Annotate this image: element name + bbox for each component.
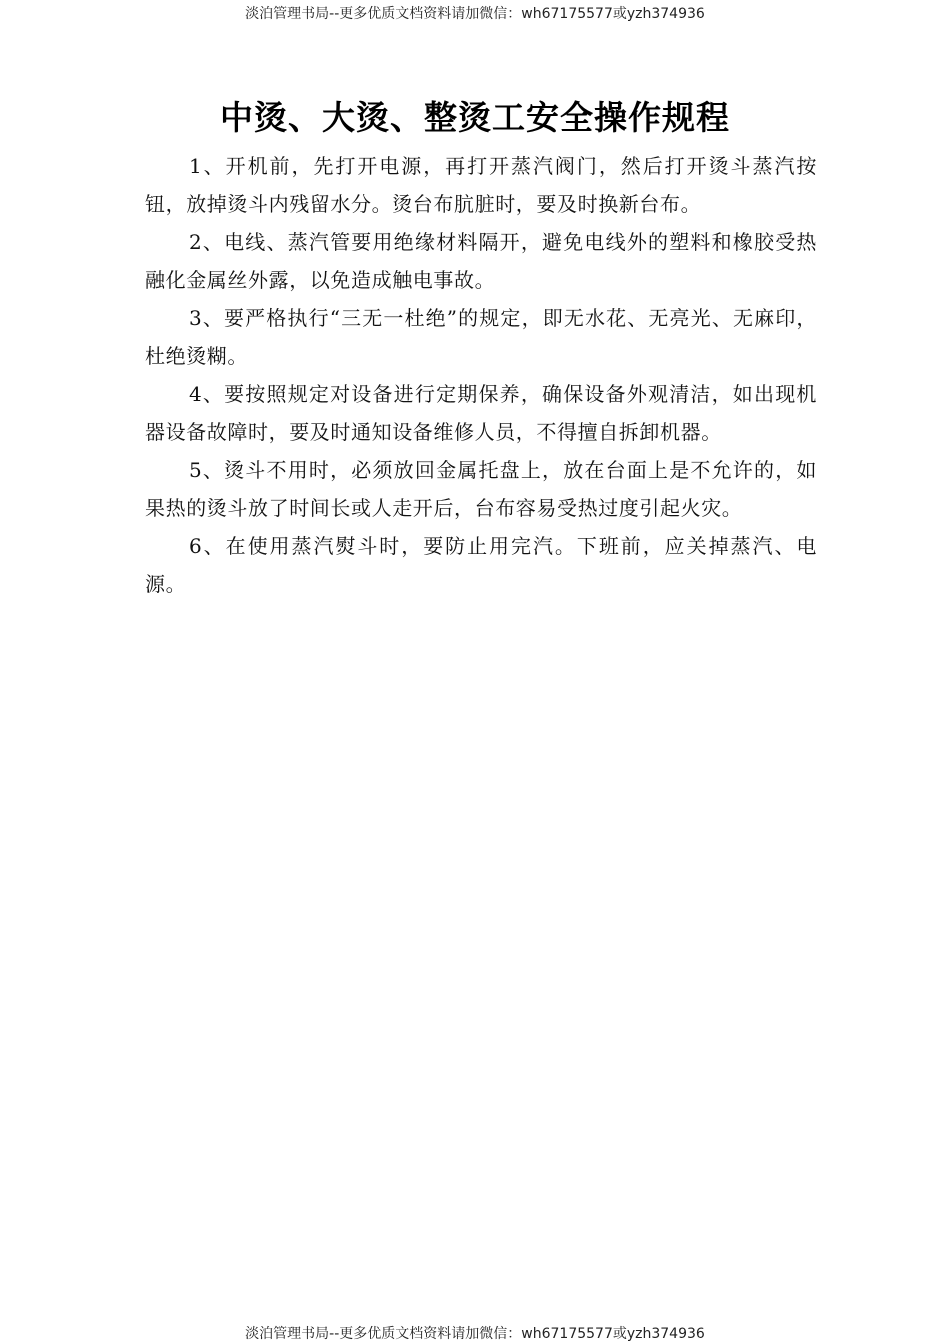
paragraph-1: 1、开机前，先打开电源，再打开蒸汽阀门，然后打开烫斗蒸汽按钮，放掉烫斗内残留水分。烫台布肮脏时，要及时换新台布。 (145, 154, 817, 216)
paragraph-4: 4、要按照规定对设备进行定期保养，确保设备外观清洁，如出现机器设备故障时，要及时通知设备维修人员，不得擅自拆卸机器。 (145, 382, 817, 444)
paragraph-6: 6、在使用蒸汽熨斗时，要防止用完汽。下班前，应关掉蒸汽、电源。 (145, 534, 817, 596)
document-title: 中烫、大烫、整烫工安全操作规程 (220, 98, 730, 137)
page-header: 淡泊管理书局--更多优质文档资料请加微信：wh67175577或yzh374936 (245, 6, 705, 22)
document-body (145, 147, 817, 603)
paragraph-2: 2、电线、蒸汽管要用绝缘材料隔开，避免电线外的塑料和橡胶受热融化金属丝外露，以免造成触电事故。 (145, 230, 817, 292)
paragraph-5: 5、烫斗不用时，必须放回金属托盘上，放在台面上是不允许的，如果热的烫斗放了时间长或人走开后，台布容易受热过度引起火灾。 (145, 458, 817, 520)
page-footer: 淡泊管理书局--更多优质文档资料请加微信：wh67175577或yzh374936 (245, 1326, 705, 1342)
paragraph-3: 3、要严格执行“三无一杜绝”的规定，即无水花、无亮光、无麻印，杜绝烫糊。 (145, 306, 817, 368)
